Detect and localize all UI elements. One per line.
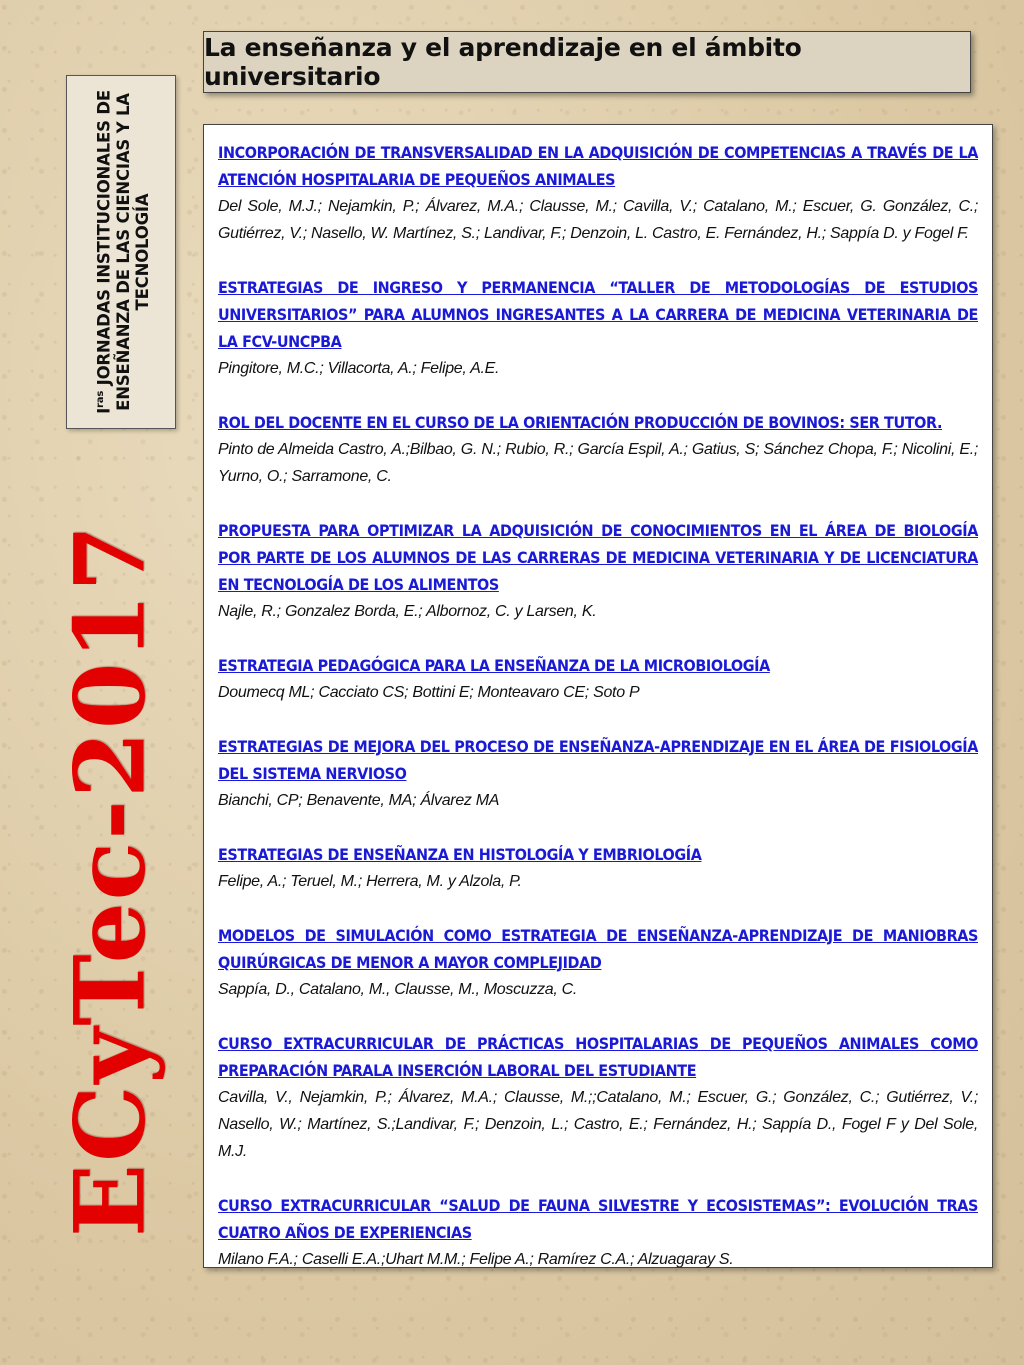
entry-title-link[interactable]: ESTRATEGIAS DE ENSEÑANZA EN HISTOLOGÍA Y EMBRIOLOGÍA xyxy=(218,845,702,864)
event-ordinal: I xyxy=(94,407,114,414)
section-title: La enseñanza y el aprendizaje en el ámbito universitario xyxy=(204,33,802,91)
entry-authors: Pinto de Almeida Castro, A.;Bilbao, G. N.; Rubio, R.; García Espil, A.; Gatius, S; Sánchez Chopa, F.; Nicolini, E.; Yurno, O.; Sarramone, C. xyxy=(218,441,978,485)
list-item xyxy=(218,517,978,625)
entry-authors: Doumecq ML; Cacciato CS; Bottini E; Monteavaro CE; Soto P xyxy=(218,684,640,701)
event-title xyxy=(91,82,152,422)
entry-title-link[interactable]: INCORPORACIÓN DE TRANSVERSALIDAD EN LA ADQUISICIÓN DE COMPETENCIAS A TRAVÉS DE LA ATENCIÓN HOSPITALARIA DE PEQUEÑOS ANIMALES xyxy=(218,143,978,189)
list-item xyxy=(218,733,978,814)
entry-authors: Sappía, D., Catalano, M., Clausse, M., Moscuzza, C. xyxy=(218,981,578,998)
entry-authors: Bianchi, CP; Benavente, MA; Álvarez MA xyxy=(218,792,500,809)
entry-authors: Del Sole, M.J.; Nejamkin, P.; Álvarez, M.A.; Clausse, M.; Cavilla, V.; Catalano, M.; Escuer, G. González, C.; Gutiérrez, V.; Nasello, W. Martínez, S.; Landivar, F.; Denzoin, L. Castro, E. Fernández, H.; Sappía D. y Fogel F. xyxy=(218,198,978,242)
list-item xyxy=(218,139,978,247)
entry-authors: Pingitore, M.C.; Villacorta, A.; Felipe, A.E. xyxy=(218,360,500,377)
brand-wordmark: ECyTec-2017 xyxy=(53,522,167,1238)
entry-title-link[interactable]: MODELOS DE SIMULACIÓN COMO ESTRATEGIA DE ENSEÑANZA-APRENDIZAJE DE MANIOBRAS QUIRÚRGICAS DE MENOR A MAYOR COMPLEJIDAD xyxy=(218,926,978,972)
entry-authors: Milano F.A.; Caselli E.A.;Uhart M.M.; Felipe A.; Ramírez C.A.; Alzuagaray S. xyxy=(218,1251,734,1268)
entry-authors: Najle, R.; Gonzalez Borda, E.; Albornoz, C. y Larsen, K. xyxy=(218,603,597,620)
abstract-list xyxy=(203,124,993,1268)
event-title-box xyxy=(66,75,176,429)
entry-title-link[interactable]: ESTRATEGIA PEDAGÓGICA PARA LA ENSEÑANZA DE LA MICROBIOLOGÍA xyxy=(218,656,770,675)
list-item xyxy=(218,1030,978,1165)
entry-title-link[interactable]: CURSO EXTRACURRICULAR DE PRÁCTICAS HOSPITALARIAS DE PEQUEÑOS ANIMALES COMO PREPARACIÓN PARALA INSERCIÓN LABORAL DEL ESTUDIANTE xyxy=(218,1034,978,1080)
entry-authors: Felipe, A.; Teruel, M.; Herrera, M. y Alzola, P. xyxy=(218,873,522,890)
entry-title-link[interactable]: ROL DEL DOCENTE EN EL CURSO DE LA ORIENTACIÓN PRODUCCIÓN DE BOVINOS: SER TUTOR. xyxy=(218,413,943,432)
list-item xyxy=(218,652,978,706)
list-item xyxy=(218,922,978,1003)
list-item xyxy=(218,409,978,490)
event-title-text: JORNADAS INSTITUCIONALES DE ENSEÑANZA DE LAS CIENCIAS Y LA TECNOLOGÍA xyxy=(94,90,152,411)
list-item xyxy=(218,274,978,382)
entry-title-link[interactable]: ESTRATEGIAS DE INGRESO Y PERMANENCIA “TALLER DE METODOLOGÍAS DE ESTUDIOS UNIVERSITARIOS” PARA ALUMNOS INGRESANTES A LA CARRERA DE MEDICINA VETERINARIA DE LA FCV-UNCPBA xyxy=(218,278,978,351)
entry-title-link[interactable]: PROPUESTA PARA OPTIMIZAR LA ADQUISICIÓN DE CONOCIMIENTOS EN EL ÁREA DE BIOLOGÍA POR PARTE DE LOS ALUMNOS DE LAS CARRERAS DE MEDICINA VETERINARIA Y DE LICENCIATURA EN TECNOLOGÍA DE LOS ALIMENTOS xyxy=(218,521,978,594)
section-header xyxy=(203,31,971,93)
event-ordinal-suffix: ras xyxy=(94,390,106,408)
entry-title-link[interactable]: ESTRATEGIAS DE MEJORA DEL PROCESO DE ENSEÑANZA-APRENDIZAJE EN EL ÁREA DE FISIOLOGÍA DEL SISTEMA NERVIOSO xyxy=(218,737,978,783)
list-item xyxy=(218,841,978,895)
list-item xyxy=(218,1192,978,1273)
entry-authors: Cavilla, V., Nejamkin, P.; Álvarez, M.A.; Clausse, M.;;Catalano, M.; Escuer, G.; González, C.; Gutiérrez, V.; Nasello, W.; Martínez, S.;Landivar, F.; Denzoin, L.; Castro, E.; Fernández, H.; Sappía D., Fogel F y Del Sole, M.J. xyxy=(218,1089,978,1160)
entry-title-link[interactable]: CURSO EXTRACURRICULAR “SALUD DE FAUNA SILVESTRE Y ECOSISTEMAS”: EVOLUCIÓN TRAS CUATRO AÑOS DE EXPERIENCIAS xyxy=(218,1196,978,1242)
